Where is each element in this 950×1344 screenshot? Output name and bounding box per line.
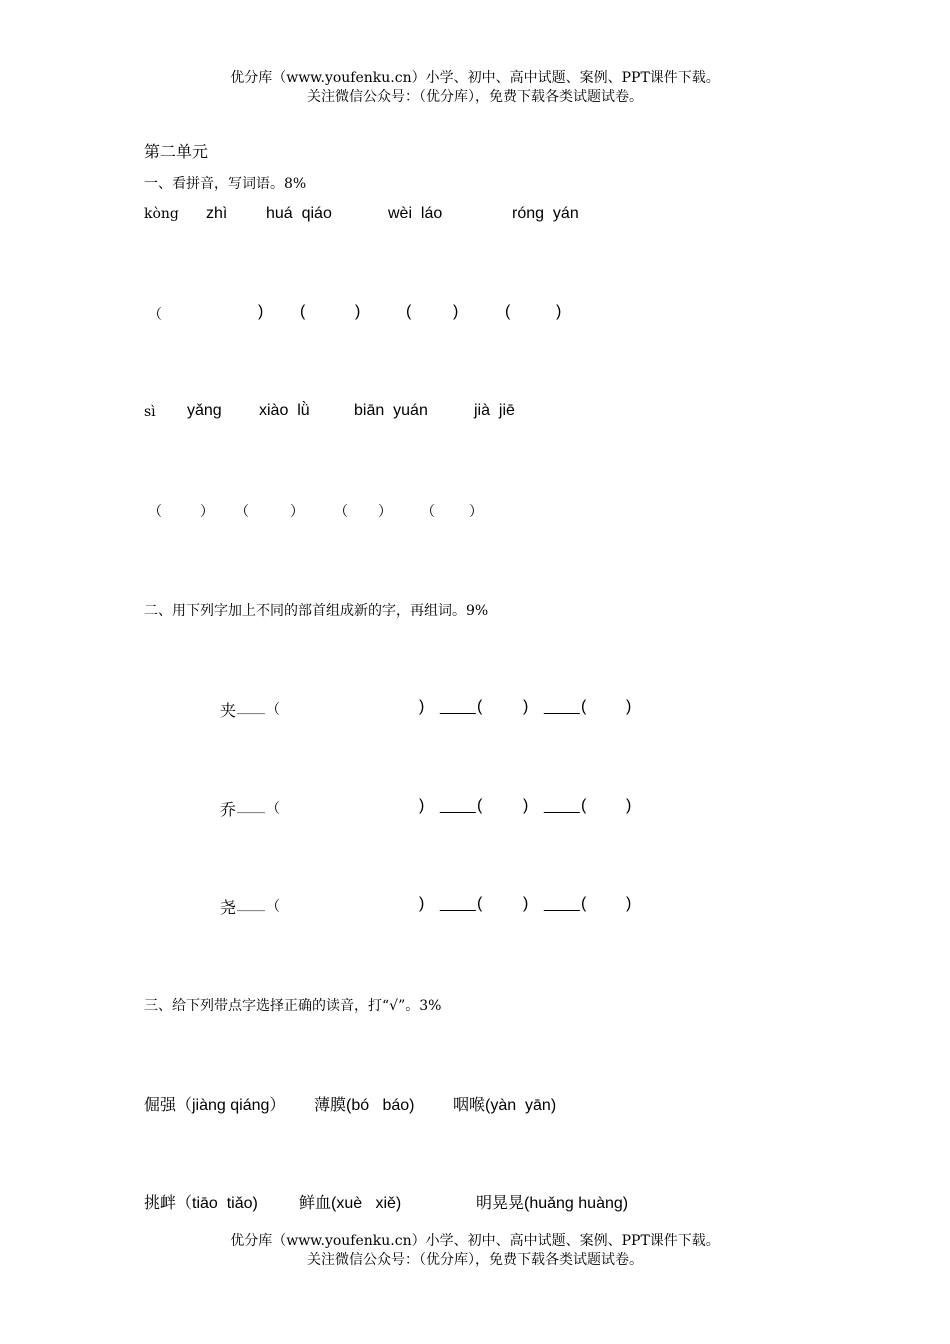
blank-underline: ____ — [440, 698, 476, 715]
base-character: 夹 — [220, 701, 237, 720]
paren-open: （ — [421, 504, 435, 520]
paren-close: ) — [523, 895, 529, 912]
page-footer-line-1: 优分库（www.youfenku.cn）小学、初中、高中试题、案例、PPT课件下载。 — [230, 1233, 720, 1249]
paren-close: ） — [469, 504, 483, 520]
paren-close: ） — [200, 504, 214, 520]
blank-underline: ____ — [237, 896, 265, 912]
blank-underline: ____ — [440, 895, 476, 912]
paren-close: ) — [419, 698, 425, 715]
reading-choice-item: 鲜血(xuè xiě) — [299, 1195, 402, 1212]
paren-open: （ — [334, 504, 348, 520]
paren-open: （ — [266, 899, 280, 915]
paren-open: ( — [581, 797, 587, 814]
paren-close: ） — [290, 504, 304, 520]
blank-underline: ____ — [237, 699, 265, 715]
paren-open: ( — [406, 303, 412, 320]
blank-underline: ____ — [544, 797, 580, 814]
paren-open: ( — [505, 303, 511, 320]
blank-underline: ____ — [440, 797, 476, 814]
paren-open: （ — [148, 307, 162, 323]
paren-open: ( — [477, 698, 483, 715]
unit-title: 第二单元 — [144, 144, 209, 161]
reading-choice-item: 挑衅（tiāo tiǎo) — [144, 1195, 258, 1212]
paren-close: ) — [419, 797, 425, 814]
paren-close: ) — [355, 303, 361, 320]
paren-open: ( — [300, 303, 306, 320]
paren-close: ) — [626, 698, 632, 715]
base-character: 尧 — [220, 898, 237, 917]
paren-open: ( — [477, 895, 483, 912]
paren-close: ) — [258, 303, 264, 320]
blank-underline: ____ — [544, 895, 580, 912]
section-2-title: 二、用下列字加上不同的部首组成新的字，再组词。9% — [144, 603, 489, 619]
paren-close: ) — [626, 895, 632, 912]
reading-choice-item: 明晃晃(huǎng huàng) — [476, 1195, 629, 1212]
paren-close: ) — [419, 895, 425, 912]
pinyin-item: xiào lǜ — [259, 402, 310, 419]
paren-open: （ — [235, 504, 249, 520]
paren-close: ) — [523, 698, 529, 715]
paren-open: （ — [266, 801, 280, 817]
pinyin-item: yǎng — [187, 402, 222, 419]
pinyin-item: sì — [144, 404, 156, 420]
pinyin-item: róng yán — [512, 205, 579, 222]
section-1-title: 一、看拼音，写词语。8% — [144, 176, 307, 192]
paren-close: ) — [523, 797, 529, 814]
pinyin-item: biān yuán — [354, 402, 428, 419]
blank-underline: ____ — [544, 698, 580, 715]
paren-open: （ — [266, 702, 280, 718]
reading-choice-item: 咽喉(yàn yān) — [453, 1097, 557, 1114]
paren-close: ) — [626, 797, 632, 814]
section-3-title: 三、给下列带点字选择正确的读音，打“√”。3% — [144, 998, 442, 1014]
reading-choice-item: 倔强（jiàng qiáng） — [144, 1097, 286, 1114]
pinyin-item: huá qiáo — [266, 205, 332, 222]
pinyin-item: wèi láo — [388, 205, 443, 222]
paren-open: （ — [148, 504, 162, 520]
paren-close: ） — [378, 504, 392, 520]
paren-close: ) — [556, 303, 562, 320]
page-footer-line-2: 关注微信公众号：（优分库），免费下载各类试题试卷。 — [307, 1252, 643, 1268]
blank-underline: ____ — [237, 798, 265, 814]
page-header-line-2: 关注微信公众号：（优分库），免费下载各类试题试卷。 — [307, 89, 643, 105]
paren-open: ( — [581, 895, 587, 912]
pinyin-item: kòng — [144, 206, 179, 222]
page-header-line-1: 优分库（www.youfenku.cn）小学、初中、高中试题、案例、PPT课件下载。 — [230, 70, 720, 86]
paren-close: ) — [453, 303, 459, 320]
pinyin-item: jià jiē — [474, 402, 515, 419]
paren-open: ( — [477, 797, 483, 814]
reading-choice-item: 薄膜(bó báo) — [314, 1097, 415, 1114]
pinyin-item: zhì — [206, 205, 228, 222]
base-character: 乔 — [220, 800, 237, 819]
paren-open: ( — [581, 698, 587, 715]
